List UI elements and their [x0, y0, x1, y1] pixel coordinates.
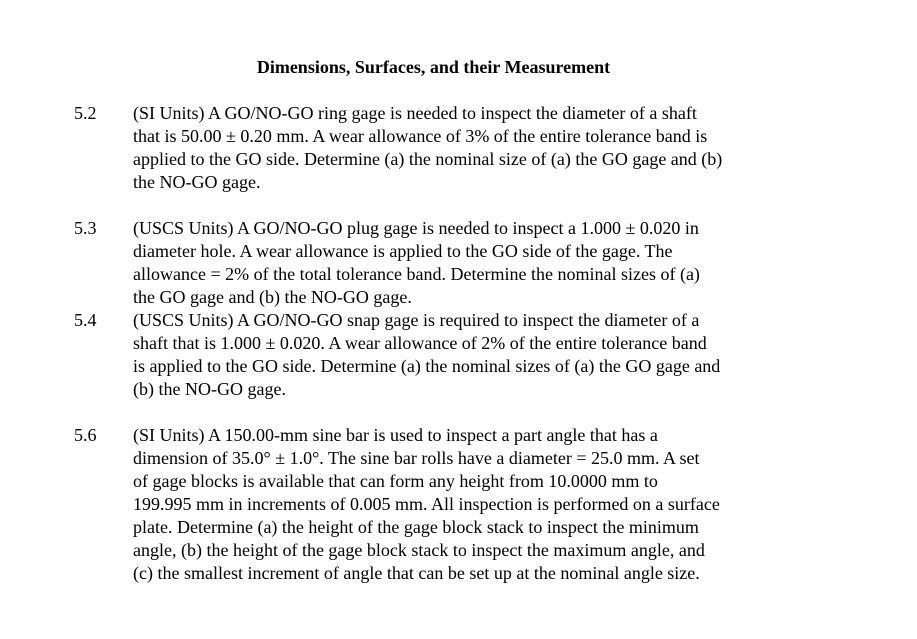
problem-text [133, 217, 833, 309]
problem-number: 5.2 [74, 103, 97, 123]
problem-text-line: shaft that is 1.000 ± 0.020. A wear allowance of 2% of the entire tolerance band [133, 333, 707, 353]
problem-number: 5.3 [74, 218, 97, 238]
problem-text-line: (c) the smallest increment of angle that can be set up at the nominal angle size. [133, 563, 700, 583]
problem-text-line: the NO-GO gage. [133, 172, 261, 192]
section-title: Dimensions, Surfaces, and their Measurement [256, 57, 611, 77]
problem-number: 5.6 [74, 425, 97, 445]
problem-text [133, 424, 833, 585]
problem-text-line: that is 50.00 ± 0.20 mm. A wear allowance of 3% of the entire tolerance band is [133, 126, 708, 146]
problem-text-line: applied to the GO side. Determine (a) the nominal size of (a) the GO gage and (b) [133, 149, 723, 169]
problem-text-line: (SI Units) A 150.00-mm sine bar is used to inspect a part angle that has a [133, 425, 658, 445]
problem-text-line: plate. Determine (a) the height of the gage block stack to inspect the minimum [133, 517, 699, 537]
problem-number: 5.4 [74, 310, 97, 330]
problem-text-line: 199.995 mm in increments of 0.005 mm. All inspection is performed on a surface [133, 494, 720, 514]
problem-text [133, 309, 833, 401]
problem-text-line: diameter hole. A wear allowance is applied to the GO side of the gage. The [133, 241, 673, 261]
problem-text-line: (SI Units) A GO/NO-GO ring gage is needed to inspect the diameter of a shaft [133, 103, 697, 123]
problem-text-line: angle, (b) the height of the gage block stack to inspect the maximum angle, and [133, 540, 705, 560]
problem-text-line: the GO gage and (b) the NO-GO gage. [133, 287, 412, 307]
problem-text-line: of gage blocks is available that can form any height from 10.0000 mm to [133, 471, 658, 491]
problem-text-line: (USCS Units) A GO/NO-GO plug gage is needed to inspect a 1.000 ± 0.020 in [133, 218, 699, 238]
problem-text-line: (USCS Units) A GO/NO-GO snap gage is required to inspect the diameter of a [133, 310, 700, 330]
problem-text-line: is applied to the GO side. Determine (a) the nominal sizes of (a) the GO gage and [133, 356, 721, 376]
problem-text-line: (b) the NO-GO gage. [133, 379, 286, 399]
problem-text-line: dimension of 35.0° ± 1.0°. The sine bar rolls have a diameter = 25.0 mm. A set [133, 448, 700, 468]
problem-text [133, 102, 833, 194]
problem-text-line: allowance = 2% of the total tolerance band. Determine the nominal sizes of (a) [133, 264, 700, 284]
